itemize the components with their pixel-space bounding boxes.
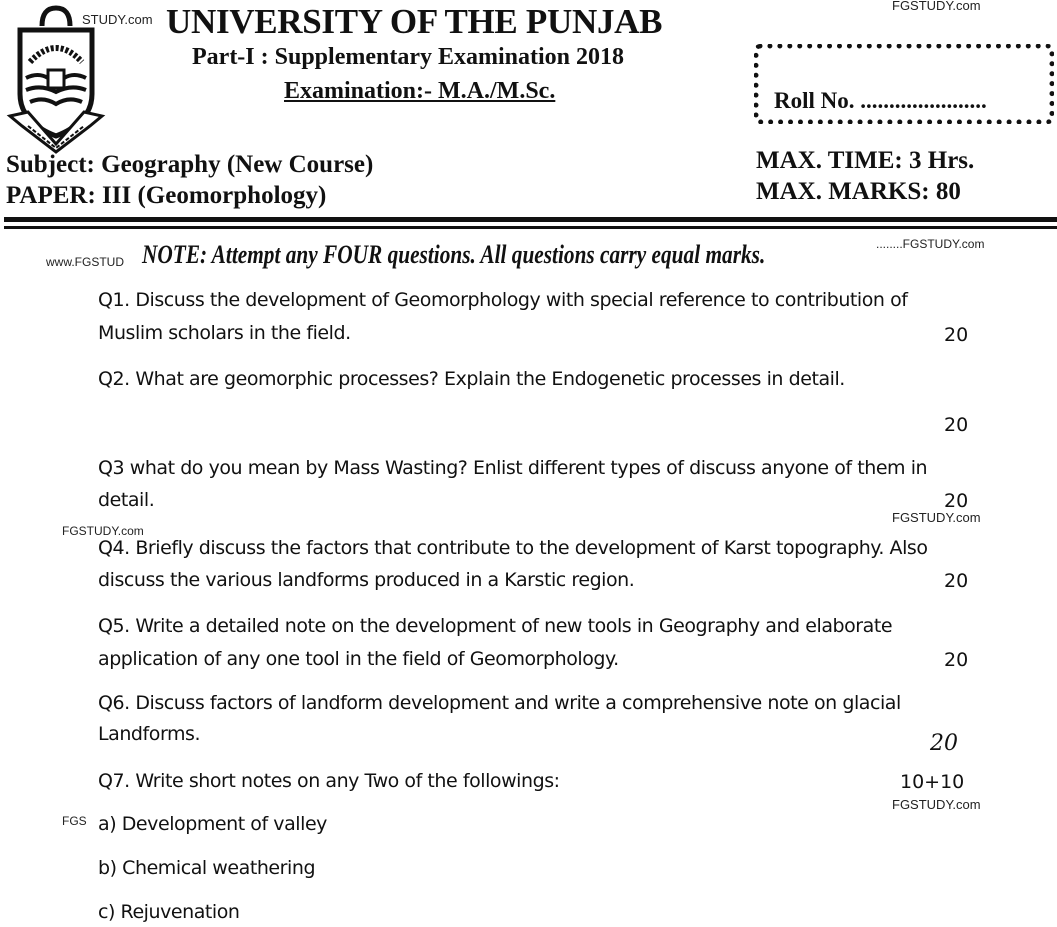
header-divider-thin (4, 226, 1057, 229)
watermark-q3-right: FGSTUDY.com (892, 510, 981, 525)
watermark-note-left: www.FGSTUD (46, 255, 124, 269)
max-marks-label: MAX. MARKS: 80 (756, 178, 961, 205)
question-4-marks: 20 (944, 570, 969, 592)
question-3-line-1: Q3 what do you mean by Mass Wasting? Enlist different types of discuss anyone of them in (98, 457, 928, 479)
watermark-top-left: STUDY.com (82, 12, 153, 27)
question-7-option-c: c) Rejuvenation (98, 901, 240, 923)
question-4-line-2: discuss the various landforms produced in a Karstic region. (98, 569, 635, 591)
watermark-note-right: ........FGSTUDY.com (876, 237, 985, 251)
question-5-line-2: application of any one tool in the field of Geomorphology. (98, 648, 619, 670)
subject-label: Subject: Geography (New Course) (6, 151, 374, 178)
question-7-marks: 10+10 (900, 771, 965, 793)
exam-part-title: Part-I : Supplementary Examination 2018 (192, 44, 624, 70)
instructions-note: NOTE: Attempt any FOUR questions. All questions carry equal marks. (142, 240, 766, 269)
question-7-line-1: Q7. Write short notes on any Two of the followings: (98, 770, 560, 792)
watermark-q7-right: FGSTUDY.com (892, 797, 981, 812)
question-7-option-b: b) Chemical weathering (98, 857, 316, 879)
question-6-marks-handwritten: 20 (930, 731, 958, 756)
question-3-line-2: detail. (98, 489, 155, 511)
max-time-label: MAX. TIME: 3 Hrs. (756, 147, 975, 174)
question-6-line-2: Landforms. (98, 723, 201, 745)
roll-number-field[interactable]: Roll No. ...................... (774, 88, 987, 113)
watermark-q4-left: FGSTUDY.com (62, 524, 144, 538)
question-6-line-1: Q6. Discuss factors of landform development and write a comprehensive note on glacial (98, 692, 901, 714)
question-1-line-2: Muslim scholars in the field. (98, 322, 351, 344)
watermark-qa-left: FGS (62, 814, 87, 828)
examination-title: Examination:- M.A./M.Sc. (284, 78, 556, 104)
question-4-line-1: Q4. Briefly discuss the factors that contribute to the development of Karst topography. Also (98, 537, 928, 559)
header-divider-thick (4, 217, 1057, 222)
question-2-marks: 20 (944, 414, 969, 436)
question-1-marks: 20 (944, 324, 969, 346)
question-5-marks: 20 (944, 649, 969, 671)
question-5-line-1: Q5. Write a detailed note on the development of new tools in Geography and elaborate (98, 615, 893, 637)
question-2-line-1: Q2. What are geomorphic processes? Explain the Endogenetic processes in detail. (98, 368, 845, 390)
question-7-option-a: a) Development of valley (98, 813, 327, 835)
watermark-top-right: FGSTUDY.com (892, 0, 981, 13)
university-title: UNIVERSITY OF THE PUNJAB (166, 2, 663, 41)
question-3-marks: 20 (944, 490, 969, 512)
paper-label: PAPER: III (Geomorphology) (6, 182, 327, 209)
question-1-line-1: Q1. Discuss the development of Geomorphology with special reference to contribution of (98, 289, 908, 311)
